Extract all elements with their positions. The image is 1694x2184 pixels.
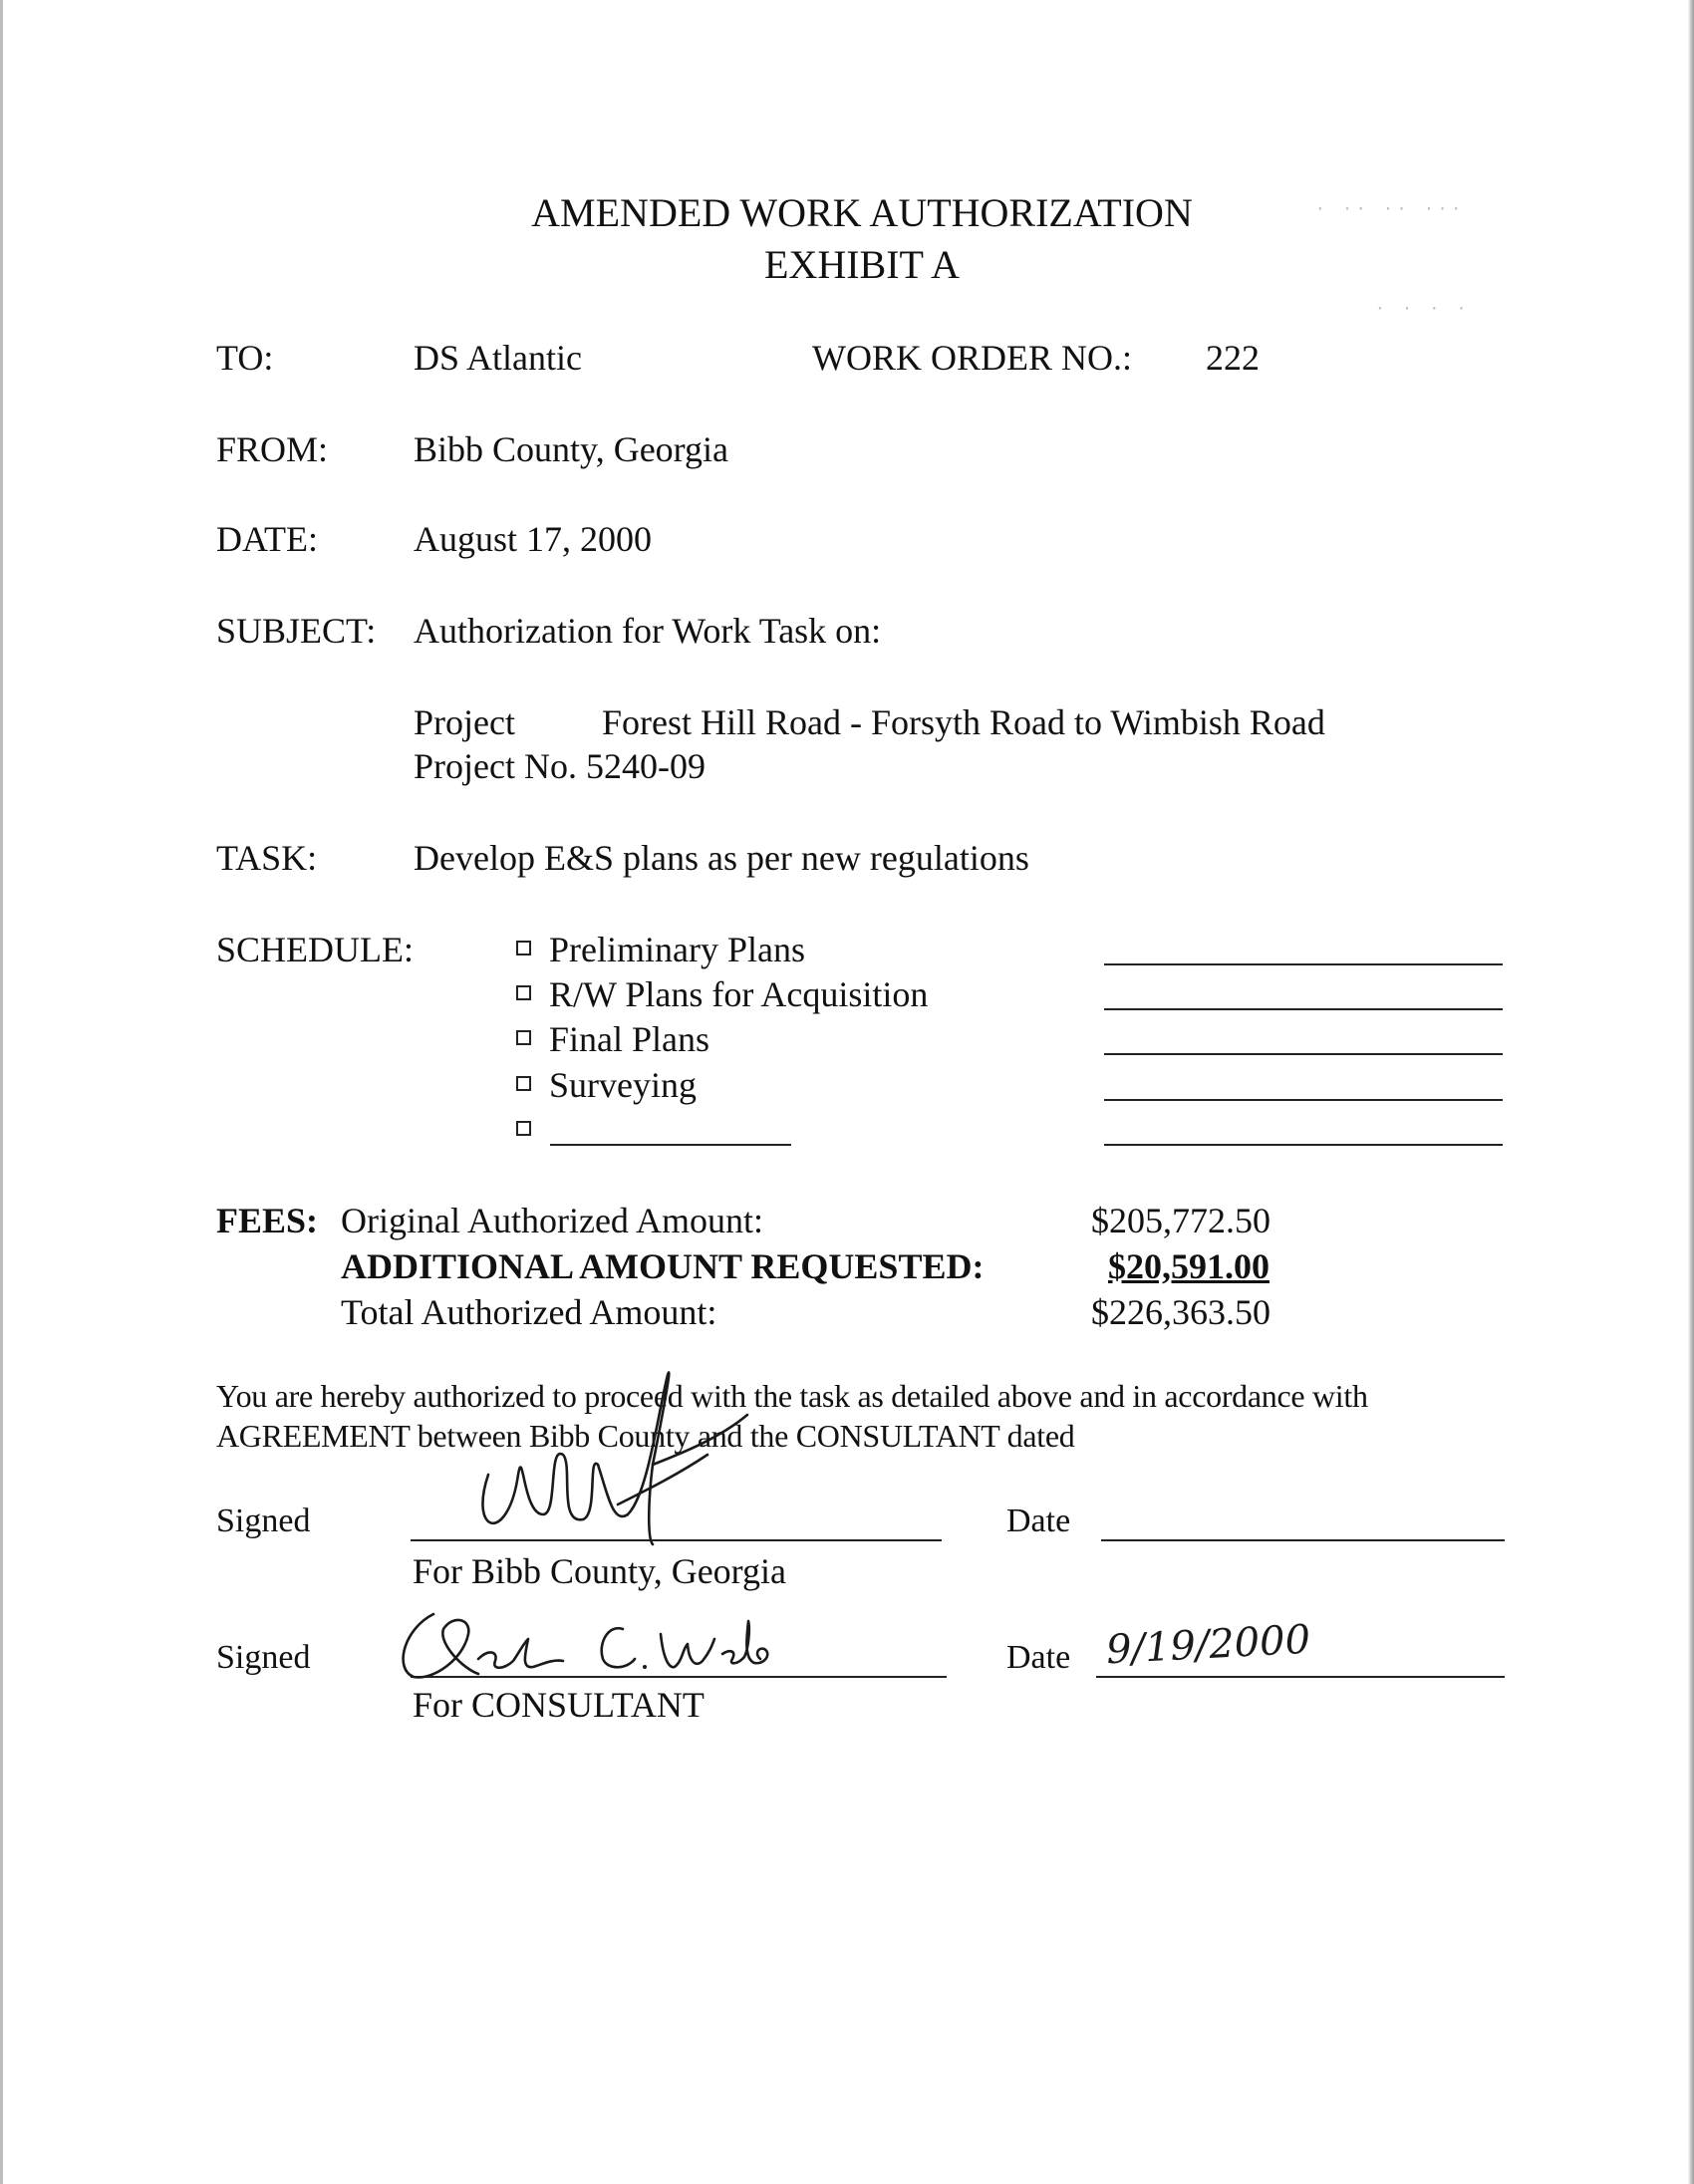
total-amount-label: Total Authorized Amount: bbox=[341, 1292, 717, 1332]
project-label: Project bbox=[414, 702, 515, 742]
schedule-date-line bbox=[1104, 963, 1503, 965]
scan-right-edge bbox=[1688, 0, 1694, 2184]
work-order-label: WORK ORDER NO.: bbox=[812, 338, 1132, 378]
subject-value: Authorization for Work Task on: bbox=[414, 611, 882, 651]
schedule-date-line bbox=[1104, 1099, 1503, 1101]
schedule-item-label: Final Plans bbox=[549, 1019, 710, 1059]
schedule-date-line bbox=[1104, 1053, 1503, 1055]
schedule-item-label: Preliminary Plans bbox=[549, 930, 805, 969]
consultant-signed-label: Signed bbox=[216, 1639, 311, 1676]
faint-stamp-mark: · ·· ·· ··· bbox=[1315, 199, 1465, 218]
county-signature bbox=[448, 1355, 767, 1554]
date-label: DATE: bbox=[216, 519, 318, 559]
from-label: FROM: bbox=[216, 429, 329, 469]
project-number: Project No. 5240-09 bbox=[414, 746, 706, 786]
checkbox[interactable] bbox=[516, 941, 531, 956]
schedule-date-line bbox=[1104, 1144, 1503, 1146]
county-caption: For Bibb County, Georgia bbox=[413, 1551, 786, 1591]
consultant-date-handwritten: 9/19/2000 bbox=[1104, 1616, 1312, 1674]
original-amount-value: $205,772.50 bbox=[1091, 1201, 1270, 1240]
authorization-text-line2: AGREEMENT between Bibb County and the CONSULTANT dated bbox=[216, 1418, 1075, 1454]
fees-label: FEES: bbox=[216, 1201, 319, 1240]
document-subtitle: EXHIBIT A bbox=[764, 242, 960, 287]
county-signed-label: Signed bbox=[216, 1502, 311, 1539]
date-value: August 17, 2000 bbox=[414, 519, 653, 559]
consultant-signature bbox=[394, 1599, 812, 1689]
task-value: Develop E&S plans as per new regulations bbox=[414, 838, 1029, 878]
original-amount-label: Original Authorized Amount: bbox=[341, 1201, 763, 1240]
consultant-date-label: Date bbox=[1006, 1639, 1071, 1676]
checkbox[interactable] bbox=[516, 1121, 531, 1136]
additional-amount-value: $20,591.00 bbox=[1108, 1246, 1270, 1286]
consultant-caption: For CONSULTANT bbox=[413, 1685, 705, 1725]
from-value: Bibb County, Georgia bbox=[414, 429, 728, 469]
project-value: Forest Hill Road - Forsyth Road to Wimbish Road bbox=[602, 702, 1325, 742]
checkbox[interactable] bbox=[516, 1030, 531, 1045]
document-title: AMENDED WORK AUTHORIZATION bbox=[531, 190, 1193, 235]
schedule-label: SCHEDULE: bbox=[216, 930, 414, 969]
schedule-item-label: Surveying bbox=[549, 1065, 697, 1105]
county-date-line[interactable] bbox=[1101, 1539, 1505, 1541]
authorization-text-line1: You are hereby authorized to proceed with the task as detailed above and in accordance with bbox=[216, 1378, 1368, 1414]
to-label: TO: bbox=[216, 338, 274, 378]
schedule-date-line bbox=[1104, 1008, 1503, 1010]
checkbox[interactable] bbox=[516, 1076, 531, 1091]
faint-stamp-mark: · · · · bbox=[1375, 299, 1471, 318]
schedule-blank-item-line bbox=[550, 1144, 791, 1146]
to-value: DS Atlantic bbox=[414, 338, 582, 378]
subject-label: SUBJECT: bbox=[216, 611, 377, 651]
additional-amount-label: ADDITIONAL AMOUNT REQUESTED: bbox=[341, 1246, 985, 1286]
checkbox[interactable] bbox=[516, 985, 531, 1000]
scan-left-edge bbox=[0, 0, 3, 2184]
total-amount-value: $226,363.50 bbox=[1091, 1292, 1270, 1332]
work-order-value: 222 bbox=[1206, 338, 1260, 378]
task-label: TASK: bbox=[216, 838, 318, 878]
schedule-item-label: R/W Plans for Acquisition bbox=[549, 974, 929, 1014]
county-date-label: Date bbox=[1006, 1502, 1071, 1539]
consultant-date-line[interactable] bbox=[1096, 1676, 1505, 1678]
